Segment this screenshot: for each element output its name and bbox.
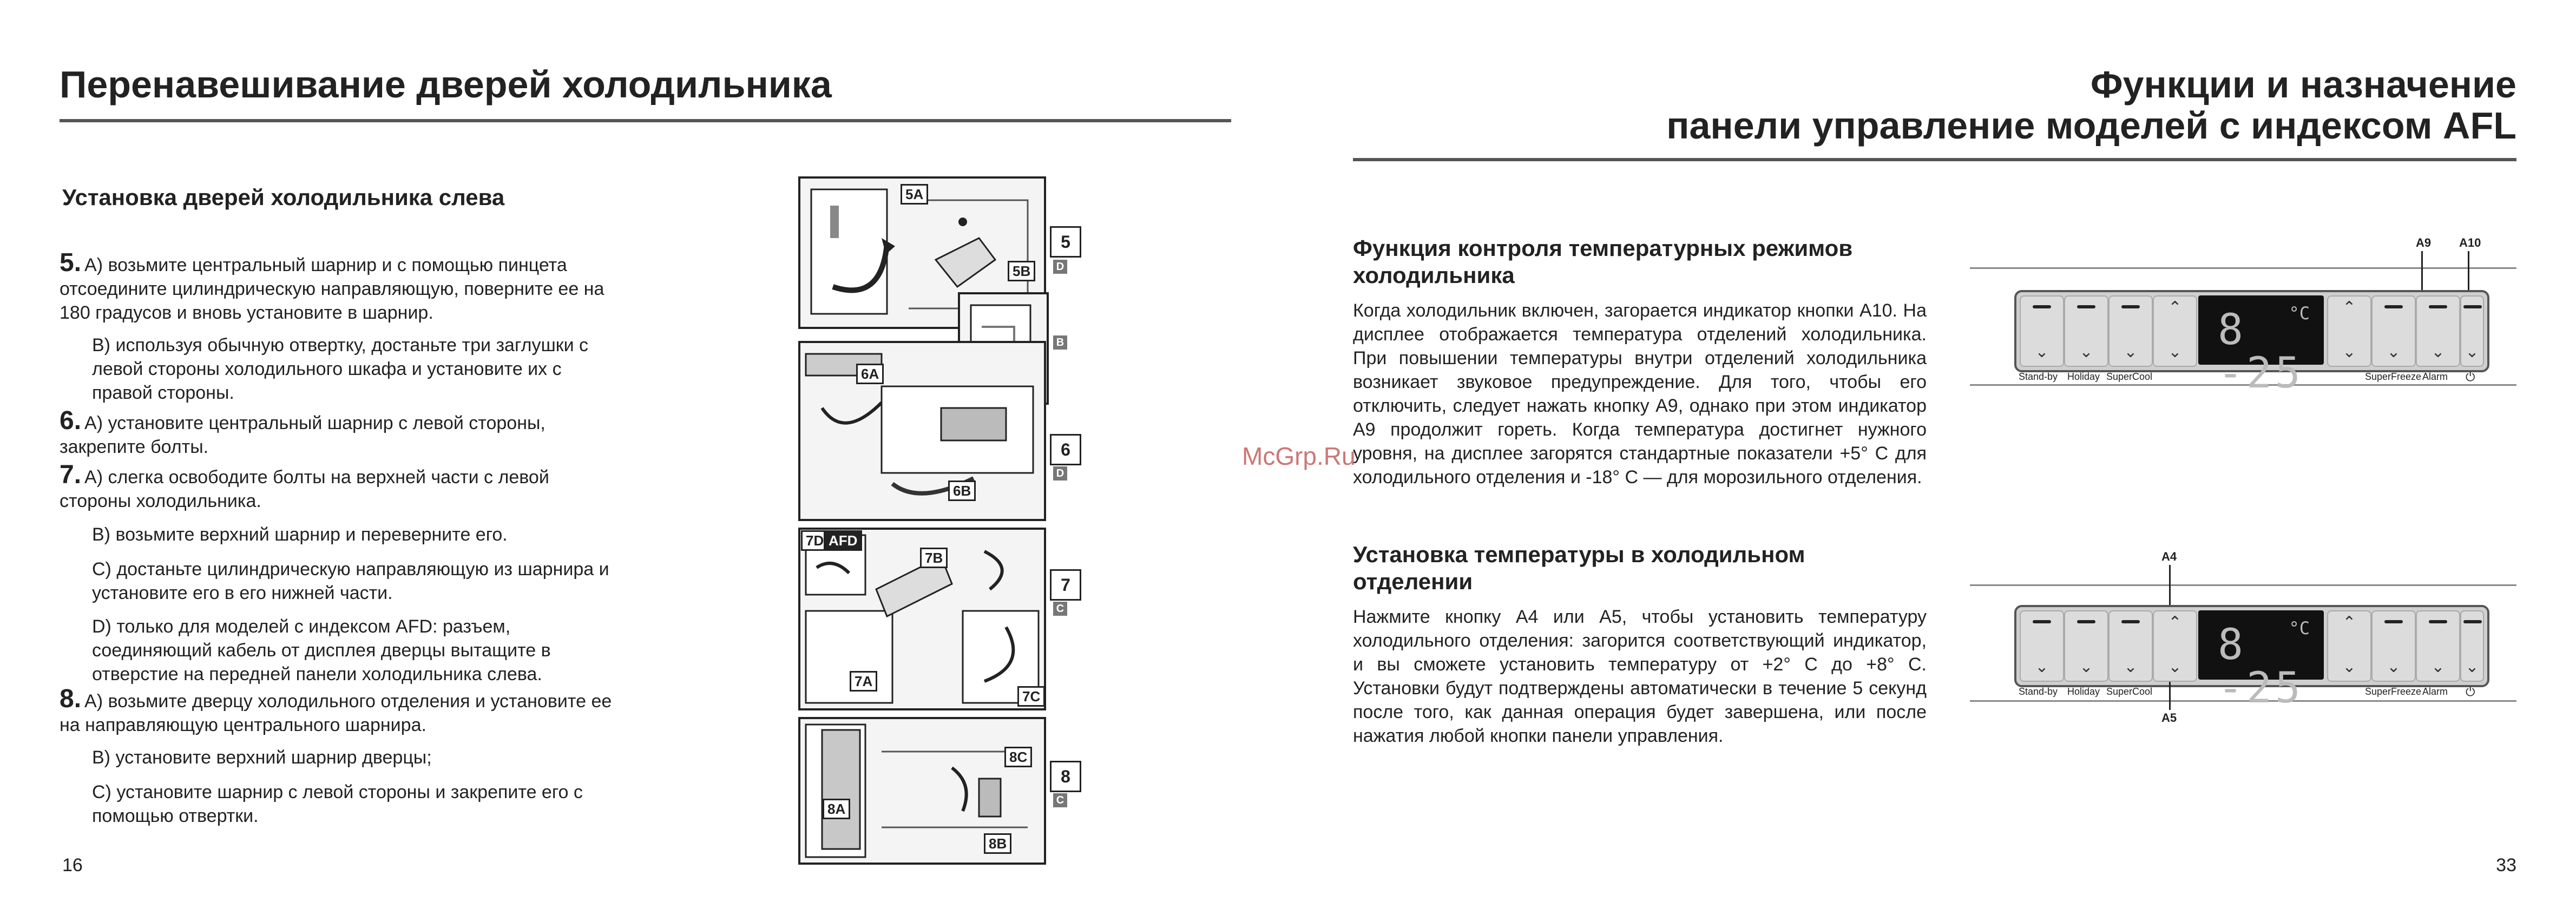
panel-line	[1970, 584, 2516, 586]
section-title: холодильника	[1353, 262, 1515, 288]
title-rule	[60, 119, 1231, 122]
panel-line	[1970, 267, 2516, 269]
callout-a5: A5	[2161, 711, 2177, 725]
section-title: Установка температуры в холодильном	[1353, 542, 1805, 567]
step-8-sub-b: B) установите верхний шарнир дверцы;	[92, 747, 432, 768]
label-holiday: Holiday	[2067, 686, 2100, 697]
superfreeze-button[interactable]: ⌄	[2371, 610, 2416, 682]
alarm-button[interactable]: ⌄	[2416, 295, 2460, 367]
power-icon: ⏻	[2466, 370, 2475, 384]
afd-tag: AFD	[824, 530, 862, 551]
figure-tag: 8A	[823, 799, 850, 819]
page-title-line1: Функции и назначение	[2090, 63, 2516, 106]
figure-tag: 7B	[920, 548, 948, 568]
page-title: Перенавешивание дверей холодильника	[60, 63, 832, 106]
step-number: 7.	[60, 460, 82, 489]
step-8-sub-c: C) установите шарнир с левой стороны и закрепите его с помощью отвертки.	[92, 782, 583, 826]
display-value: 8 -25	[2218, 621, 2304, 713]
step-6	[60, 406, 617, 459]
temperature-display	[2198, 295, 2324, 398]
freezer-temp-button[interactable]: ⌃ ⌄	[2327, 295, 2371, 367]
supercool-button[interactable]: ⌄	[2108, 610, 2153, 682]
step-text: A) установите центральный шарнир с левой стороны, закрепите болты.	[60, 413, 546, 457]
callout-line	[2468, 251, 2469, 290]
section-title: отделении	[1353, 569, 1473, 594]
label-supercool: SuperCool	[2106, 371, 2153, 382]
display-unit: °C	[2289, 303, 2310, 324]
label-alarm: Alarm	[2422, 371, 2448, 382]
step-5	[60, 248, 617, 325]
step-tag: B	[1053, 335, 1067, 350]
page-title-line2: панели управление моделей с индексом AFL	[1666, 104, 2516, 147]
figure-tag: 5B	[1008, 261, 1035, 281]
step-text: A) возьмите центральный шарнир и с помощью пинцета отсоедините цилиндрическую направляющую, поверните ее на 180 градусов и вновь установите в шарнир.	[60, 255, 604, 323]
step-7-sub-d: D) только для моделей с индексом AFD: разъем, соединяющий кабель от дисплея дверцы вытащите в отверстие на передней панели холодильника слева.	[92, 616, 551, 684]
alarm-button[interactable]: ⌄	[2416, 610, 2460, 682]
label-superfreeze: SuperFreeze	[2365, 686, 2422, 697]
label-holiday: Holiday	[2067, 371, 2100, 382]
step-box: 7	[1050, 569, 1081, 601]
step-box: 8	[1050, 761, 1081, 792]
figure-tag: 8C	[1004, 747, 1032, 767]
freezer-temp-button[interactable]: ⌃ ⌄	[2327, 610, 2371, 682]
watermark: McGrp.Ru	[1242, 442, 1356, 470]
step-box: 5	[1050, 226, 1081, 258]
step-7-sub-b: B) возьмите верхний шарнир и переверните его.	[92, 524, 508, 545]
page-number: 16	[62, 855, 83, 875]
supercool-button[interactable]: ⌄	[2108, 295, 2153, 367]
figure-tag: 5A	[901, 184, 928, 205]
right-page	[1288, 0, 2576, 915]
step-number: 5.	[60, 248, 82, 277]
figure-tag: 7C	[1017, 686, 1045, 707]
step-number: 8.	[60, 684, 82, 713]
figure-step-6	[798, 341, 1046, 521]
standby-button[interactable]: ⌄	[2020, 610, 2064, 682]
label-standby: Stand-by	[2019, 686, 2058, 697]
step-tag: C	[1053, 793, 1067, 807]
label-alarm: Alarm	[2422, 686, 2448, 697]
step-tag: D	[1053, 466, 1067, 480]
label-superfreeze: SuperFreeze	[2365, 371, 2422, 382]
figure-tag: 6A	[856, 364, 884, 384]
step-box: 6	[1050, 434, 1081, 465]
callout-a10: A10	[2459, 236, 2481, 249]
step-7	[60, 460, 617, 513]
step-text: A) возьмите дверцу холодильного отделения и установите ее на направляющую центрального шарнира.	[60, 691, 612, 735]
callout-a9: A9	[2416, 236, 2432, 249]
power-button[interactable]: ⌄	[2460, 295, 2484, 367]
step-tag: D	[1053, 260, 1067, 274]
figure-tag: 8B	[984, 833, 1011, 854]
callout-a4: A4	[2161, 550, 2177, 563]
holiday-button[interactable]: ⌄	[2064, 295, 2108, 367]
step-tag: C	[1053, 602, 1067, 616]
step-5-sub-b: B) используя обычную отвертку, достаньте три заглушки с левой стороны холодильного шкафа и установите их с правой стороны.	[92, 335, 589, 403]
section-title: Функция контроля температурных режимов	[1353, 235, 1853, 261]
standby-button[interactable]: ⌄	[2020, 295, 2064, 367]
display-value: 8 -25	[2218, 306, 2304, 398]
label-standby: Stand-by	[2019, 371, 2058, 382]
step-number: 6.	[60, 406, 82, 435]
figure-tag: 7A	[850, 671, 877, 692]
page-number: 33	[2496, 855, 2516, 875]
figure-tag: 6B	[948, 480, 976, 501]
power-button[interactable]: ⌄	[2460, 610, 2484, 682]
label-supercool: SuperCool	[2106, 686, 2153, 697]
step-8	[60, 684, 617, 737]
callout-line	[2169, 565, 2171, 606]
power-icon: ⏻	[2466, 685, 2475, 699]
figure-tag: 7D	[801, 530, 829, 551]
holiday-button[interactable]: ⌄	[2064, 610, 2108, 682]
step-text: A) слегка освободите болты на верхней части с левой стороны холодильника.	[60, 467, 549, 511]
display-unit: °C	[2289, 618, 2310, 638]
temperature-display	[2198, 610, 2324, 713]
fridge-temp-button[interactable]: ⌃ ⌄	[2153, 610, 2197, 682]
section-title: Установка дверей холодильника слева	[62, 185, 505, 210]
superfreeze-button[interactable]: ⌄	[2371, 295, 2416, 367]
section-text: Нажмите кнопку A4 или A5, чтобы установить температуру холодильного отделения: загорится соответствующий индикатор, и вы сможете установить температуру от +2° С до +8° С. Установки будут подтверждены автоматически в течение 5 секунд после того, как данная операция будет завершена, или после нажатия любой кнопки панели управления.	[1353, 607, 1927, 746]
title-rule	[1353, 158, 2516, 161]
callout-line	[2169, 682, 2171, 710]
step-7-sub-c: C) достаньте цилиндрическую направляющую из шарнира и установите его в его нижней части.	[92, 559, 609, 603]
section-text: Когда холодильник включен, загорается индикатор кнопки A10. На дисплее отображается температура отделений холодильника. При повышении температуры внутри отделений холодильника возникает звуковое предупреждение. Для того, чтобы его отключить, следует нажать кнопку A9, однако при этом индикатор A9 продолжит гореть. Когда температура достигнет нужного уровня, на дисплее загорятся стандартные показатели +5° С для холодильного отделения и -18° С — для морозильного отделения.	[1353, 300, 1927, 488]
fridge-temp-button[interactable]: ⌃ ⌄	[2153, 295, 2197, 367]
callout-line	[2421, 251, 2423, 290]
